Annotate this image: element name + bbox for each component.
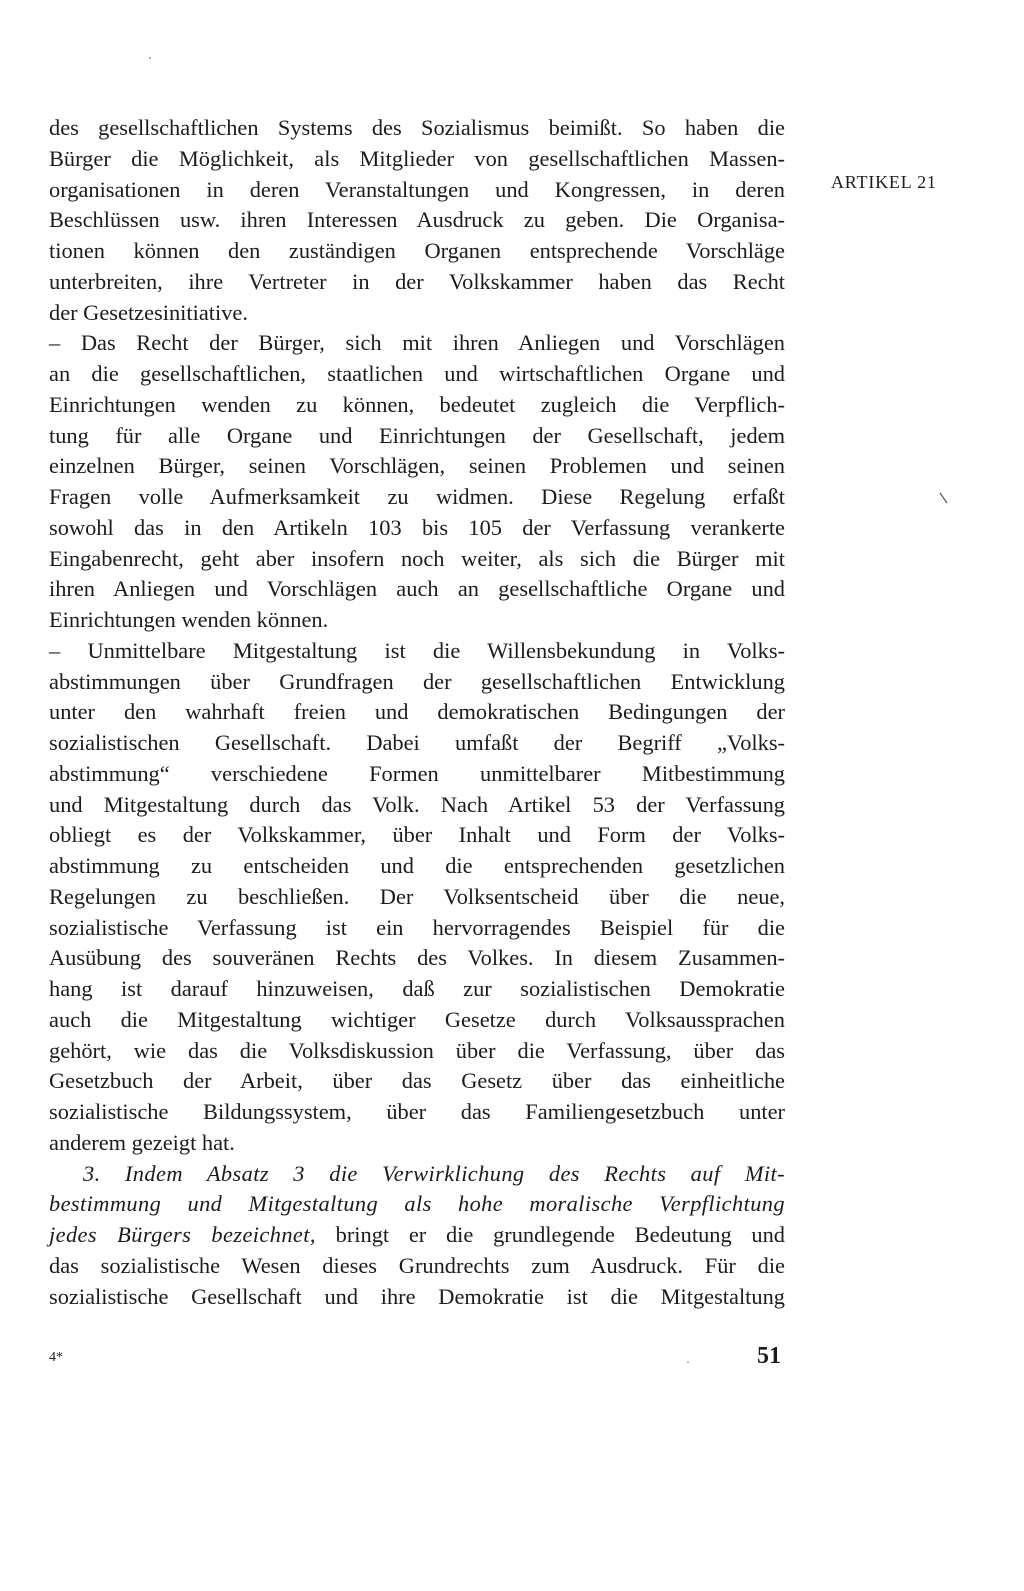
margin-note-article: ARTIKEL 21 — [831, 172, 937, 192]
text-line: sowohl das in den Artikeln 103 bis 105 der Verfassung verankerte — [49, 514, 785, 540]
section3-line — [49, 1220, 785, 1251]
text-line: Gesetzbuch der Arbeit, über das Gesetz über das einheitliche — [49, 1068, 785, 1094]
text-line: sozialistische Bildungssystem, über das Familiengesetzbuch unter — [49, 1099, 785, 1124]
text-line: tung für alle Organe und Einrichtungen der Gesellschaft, jedem — [49, 422, 785, 448]
section3-italic: 3. Indem Absatz 3 die Verwirklichung des Rechts auf Mit- — [83, 1160, 785, 1186]
text-line: Einrichtungen wenden können. — [49, 607, 329, 632]
text-line: an die gesellschaftlichen, staatlichen und wirtschaftlichen Organe und — [49, 361, 785, 386]
text-line: ihren Anliegen und Vorschlägen auch an gesellschaftliche Organe und — [49, 576, 785, 602]
scan-speck — [149, 57, 151, 59]
section3-line — [49, 1189, 785, 1220]
text-line: hang ist darauf hinzuweisen, daß zur sozialistischen Demokratie — [49, 976, 785, 1001]
text-line: auch die Mitgestaltung wichtiger Gesetze durch Volksaussprachen — [49, 1006, 785, 1032]
text-line: tionen können den zuständigen Organen entsprechende Vorschläge — [49, 238, 785, 263]
text-line: abstimmung“ verschiedene Formen unmittelbarer Mitbestimmung — [49, 760, 785, 786]
text-line: unterbreiten, ihre Vertreter in der Volkskammer haben das Recht — [49, 268, 785, 294]
text-line: sozialistischen Gesellschaft. Dabei umfaßt der Begriff „Volks- — [49, 730, 785, 755]
text-line: Eingabenrecht, geht aber insofern noch weiter, als sich die Bürger mit — [49, 545, 785, 571]
body-text — [49, 113, 785, 1312]
text-line: sozialistische Verfassung ist ein hervorragendes Beispiel für die — [49, 914, 785, 940]
text-line: abstimmung zu entscheiden und die entsprechenden gesetzlichen — [49, 853, 785, 878]
text-line: obliegt es der Volkskammer, über Inhalt und Form der Volks- — [49, 822, 785, 848]
text-line: anderem gezeigt hat. — [49, 1129, 235, 1155]
text-line: Regelungen zu beschließen. Der Volksentscheid über die neue, — [49, 883, 785, 909]
section3-line: das sozialistische Wesen dieses Grundrechts zum Ausdruck. Für die — [49, 1252, 785, 1278]
section3-line: sozialistische Gesellschaft und ihre Demokratie ist die Mitgestaltung — [49, 1283, 785, 1309]
section3-italic: bestimmung und Mitgestaltung als hohe moralische Verpflichtung — [49, 1191, 785, 1217]
scan-speck — [687, 1361, 689, 1363]
text-line: Bürger die Möglichkeit, als Mitglieder von gesellschaftlichen Massen- — [49, 145, 785, 171]
page-number: 51 — [757, 1343, 781, 1369]
text-line: Einrichtungen wenden zu können, bedeutet zugleich die Verpflich- — [49, 391, 785, 417]
text-line: der Gesetzesinitiative. — [49, 299, 248, 325]
text-line: einzelnen Bürger, seinen Vorschlägen, seinen Problemen und seinen — [49, 453, 785, 479]
text-line: unter den wahrhaft freien und demokratischen Bedingungen der — [49, 699, 785, 725]
text-line: Fragen volle Aufmerksamkeit zu widmen. Diese Regelung erfaßt — [49, 484, 785, 509]
section3-text: bringt er die grundlegende Bedeutung und — [315, 1222, 785, 1247]
text-line: und Mitgestaltung durch das Volk. Nach Artikel 53 der Verfassung — [49, 791, 785, 817]
text-line: – Unmittelbare Mitgestaltung ist die Willensbekundung in Volks- — [49, 637, 785, 663]
text-line: organisationen in deren Veranstaltungen und Kongressen, in deren — [49, 176, 785, 202]
text-line: des gesellschaftlichen Systems des Sozialismus beimißt. So haben die — [49, 115, 785, 140]
section3-italic: jedes Bürgers bezeichnet, — [49, 1222, 316, 1247]
text-line: abstimmungen über Grundfragen der gesellschaftlichen Entwicklung — [49, 668, 785, 694]
signature-mark: 4* — [49, 1350, 63, 1365]
section3-line — [49, 1159, 785, 1190]
text-line: – Das Recht der Bürger, sich mit ihren Anliegen und Vorschlägen — [49, 330, 785, 356]
text-line: Ausübung des souveränen Rechts des Volkes. In diesem Zusammen- — [49, 945, 785, 971]
scan-speck — [940, 493, 947, 503]
text-line: gehört, wie das die Volksdiskussion über die Verfassung, über das — [49, 1037, 785, 1063]
text-line: Beschlüssen usw. ihren Interessen Ausdruck zu geben. Die Organisa- — [49, 207, 785, 233]
